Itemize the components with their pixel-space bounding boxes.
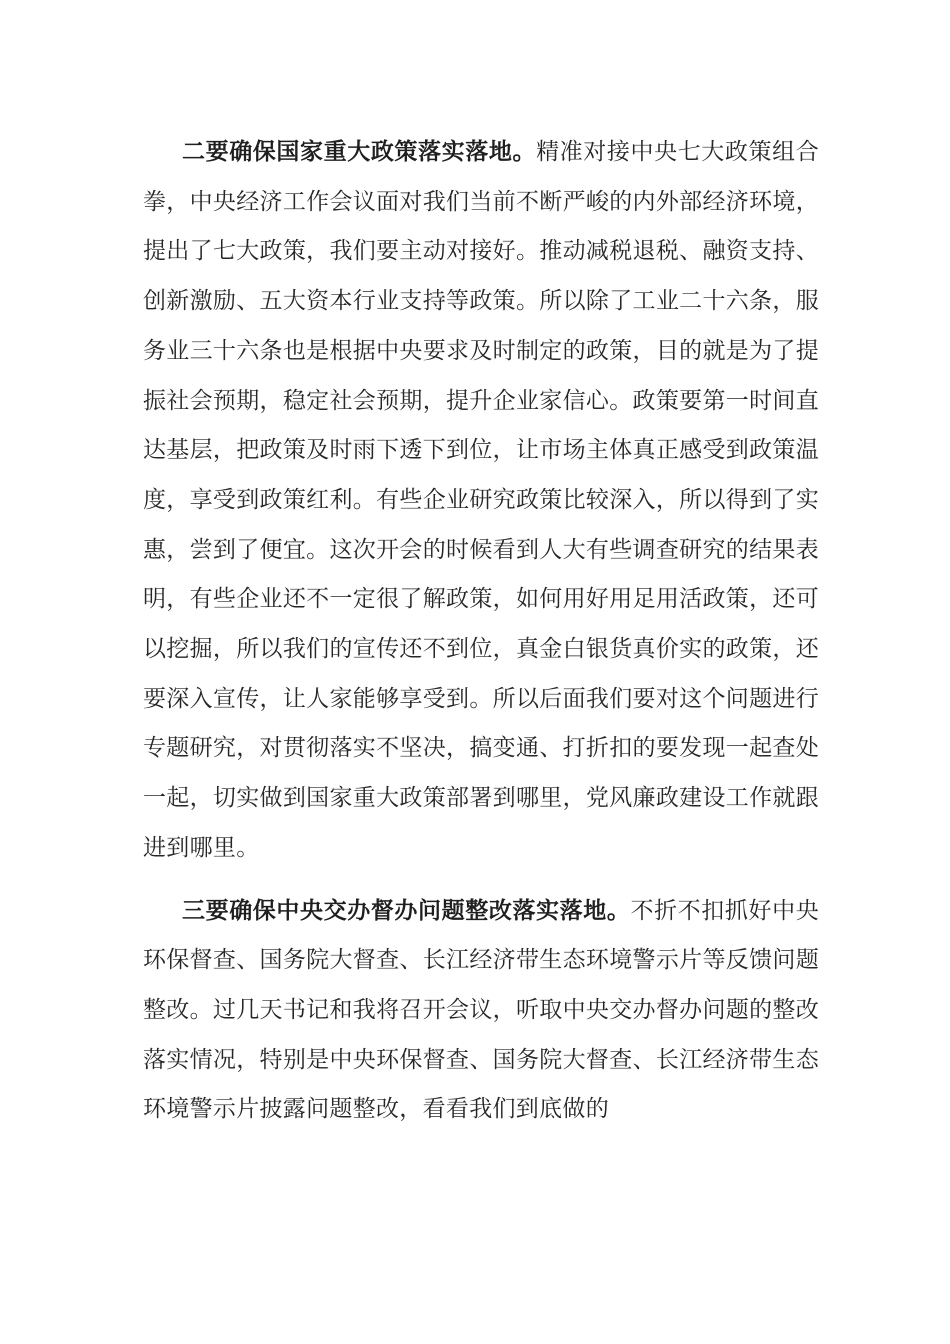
paragraph-3-heading: 三要确保中央交办督办问题整改落实落地。 <box>182 897 631 924</box>
paragraph-3 <box>143 887 819 1136</box>
paragraph-3-text: 不折不扣抓好中央环保督查、国务院大督查、长江经济带生态环境警示片等反馈问题整改。过几天书记和我将召开会议，听取中央交办督办问题的整改落实情况，特别是中央环保督查、国务院大督查、长江经济带生态环境警示片披露问题整改，看看我们到底做的 <box>143 897 819 1123</box>
paragraph-2-heading: 二要确保国家重大政策落实落地。 <box>182 139 537 165</box>
document-body <box>143 128 819 1135</box>
paragraph-2-text: 精准对接中央七大政策组合拳，中央经济工作会议面对我们当前不断严峻的内外部经济环境，提出了七大政策，我们要主动对接好。推动减税退税、融资支持、创新激励、五大资本行业支持等政策。所以除了工业二十六条，服务业三十六条也是根据中央要求及时制定的政策，目的就是为了提振社会预期，稳定社会预期，提升企业家信心。政策要第一时间直达基层，把政策及时雨下透下到位，让市场主体真正感受到政策温度，享受到政策红利。有些企业研究政策比较深入，所以得到了实惠，尝到了便宜。这次开会的时候看到人大有些调查研究的结果表明，有些企业还不一定很了解政策，如何用好用足用活政策，还可以挖掘，所以我们的宣传还不到位，真金白银货真价实的政策，还要深入宣传，让人家能够享受到。所以后面我们要对这个问题进行专题研究，对贯彻落实不坚决，搞变通、打折扣的要发现一起查处一起，切实做到国家重大政策部署到哪里，党风廉政建设工作就跟进到哪里。 <box>143 139 820 861</box>
paragraph-2 <box>143 128 819 874</box>
